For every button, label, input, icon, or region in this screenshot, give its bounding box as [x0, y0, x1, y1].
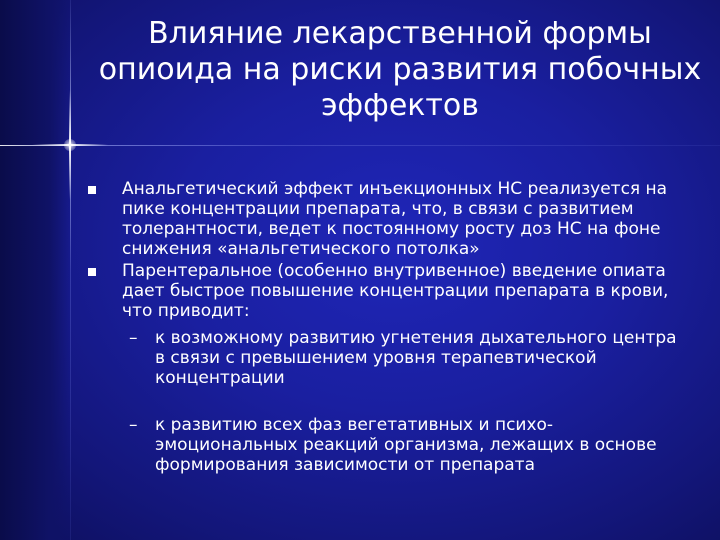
title-line: опиоида на риски развития побочных — [98, 52, 702, 87]
sub-bullet-list — [125, 328, 685, 502]
title-line: эффектов — [321, 88, 479, 123]
sub-bullet-text: к развитию всех фаз вегетативных и психо-эмоциональных реакций организма, лежащих в основе формирования зависимости от препарата — [155, 415, 657, 475]
square-bullet-icon — [88, 268, 96, 276]
sub-bullet-item — [125, 415, 685, 475]
square-bullet-icon — [88, 186, 96, 194]
left-decor-band — [0, 0, 70, 540]
bullet-text: Парентеральное (особенно внутривенное) введение опиата дает быстрое повышение концентрации препарата в крови, что приводит: — [122, 261, 669, 321]
bullet-item — [84, 261, 684, 321]
title-line: Влияние лекарственной формы — [148, 16, 652, 51]
sub-bullet-item — [125, 328, 685, 388]
dash-bullet-icon: – — [129, 415, 138, 435]
bullet-list — [84, 179, 684, 323]
horizontal-accent-line — [0, 145, 720, 146]
bullet-item — [84, 179, 684, 259]
sub-bullet-text: к возможному развитию угнетения дыхательного центра в связи с превышением уровня терапевтической концентрации — [155, 328, 677, 388]
slide-title — [80, 16, 720, 124]
vertical-accent-line — [70, 0, 71, 540]
dash-bullet-icon: – — [129, 328, 138, 348]
bullet-text: Анальгетический эффект инъекционных НС реализуется на пике концентрации препарата, что, в связи с развитием толерантности, ведет к постоянному росту доз НС на фоне снижения «анальгетического потолка» — [122, 179, 668, 259]
